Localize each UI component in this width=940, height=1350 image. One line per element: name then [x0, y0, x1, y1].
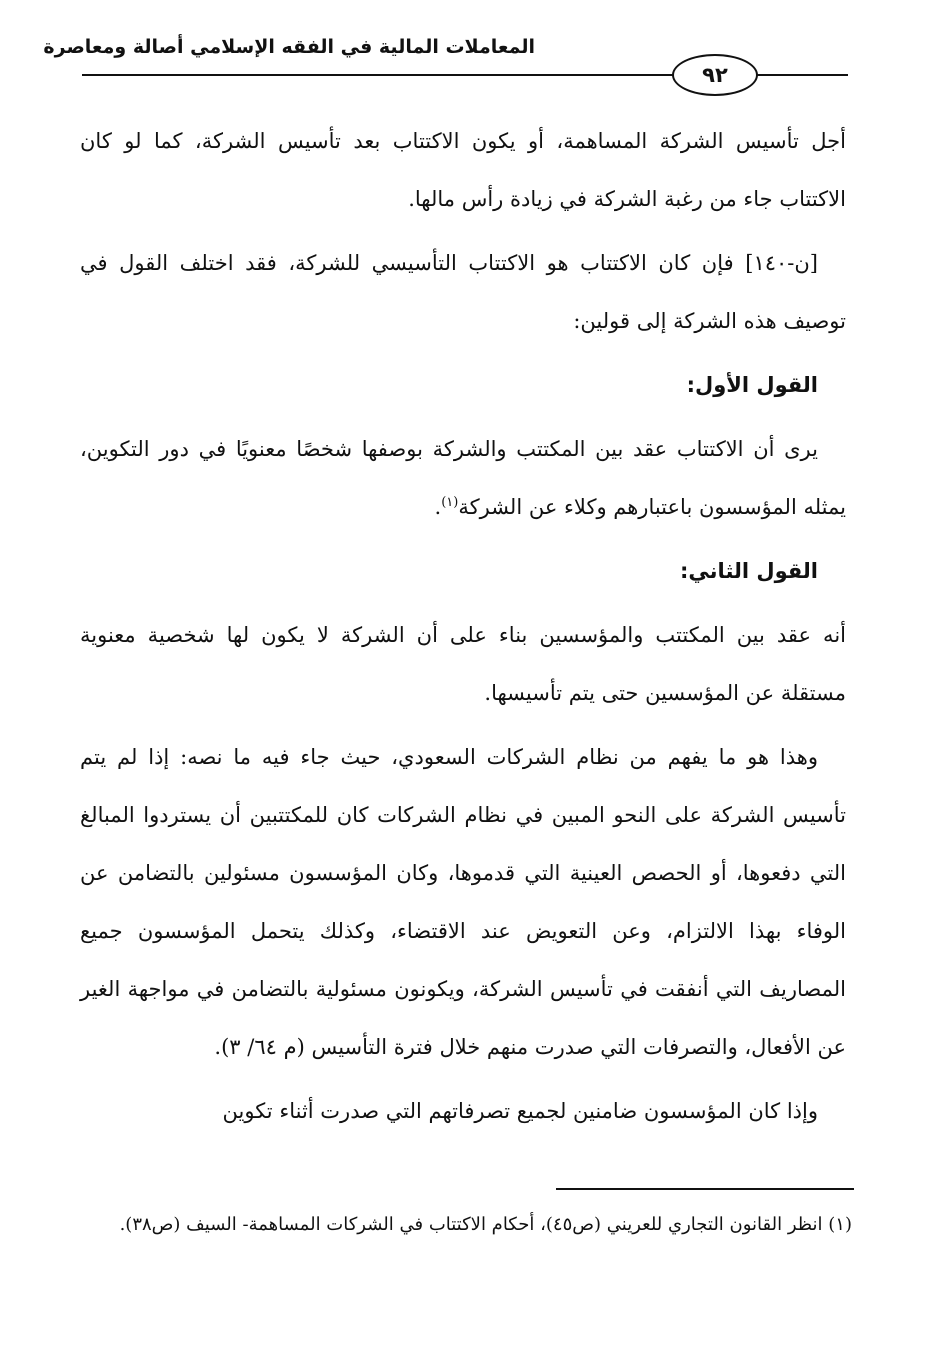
section-heading: القول الثاني: — [680, 559, 818, 583]
running-header-title: المعاملات المالية في الفقه الإسلامي أصالة ومعاصرة — [43, 36, 535, 58]
paragraph-end: . — [434, 495, 442, 519]
paragraph: [ن-١٤٠] فإن كان الاكتتاب هو الاكتتاب التأسيسي للشركة، فقد اختلف القول في توصيف هذه الشركة إلى قولين: — [80, 251, 846, 333]
section-heading: القول الأول: — [686, 373, 818, 397]
paragraph: وهذا هو ما يفهم من نظام الشركات السعودي، حيث جاء فيه ما نصه: إذا لم يتم تأسيس الشركة على النحو المبين في نظام الشركات كان للمكتتبين أن يستردوا المبالغ التي دفعوها، أو الحصص العينية التي قدموها، وكان المؤسسون مسئولين بالتضامن عن الوفاء بهذا الالتزام، وعن التعويض عند الاقتضاء، وكذلك يتحمل المؤسسون جميع المصاريف التي أنفقت في تأسيس الشركة، ويكونون مسئولية بالتضامن في مواجهة الغير عن الأفعال، والتصرفات التي صدرت منهم خلال فترة التأسيس (م ٦٤/ ٣). — [80, 745, 846, 1059]
footnote-separator — [556, 1188, 854, 1190]
paragraph — [80, 420, 846, 536]
paragraph-text: يرى أن الاكتتاب عقد بين المكتتب والشركة بوصفها شخصًا معنويًا في دور التكوين، يمثله المؤسسون باعتبارهم وكلاء عن الشركة — [80, 437, 846, 519]
paragraph: أنه عقد بين المكتتب والمؤسسين بناء على أن الشركة لا يكون لها شخصية معنوية مستقلة عن المؤسسين حتى يتم تأسيسها. — [80, 623, 846, 705]
paragraph: وإذا كان المؤسسون ضامنين لجميع تصرفاتهم التي صدرت أثناء تكوين — [222, 1099, 818, 1123]
footnotes — [80, 1205, 852, 1245]
footnote-reference[interactable]: (١) — [441, 495, 459, 510]
paragraph: أجل تأسيس الشركة المساهمة، أو يكون الاكتتاب بعد تأسيس الشركة، كما لو كان الاكتتاب جاء من رغبة الشركة في زيادة رأس مالها. — [80, 129, 846, 211]
body-text — [80, 112, 846, 1146]
footnote-item: (١) انظر القانون التجاري للعريني (ص٤٥)، أحكام الاكتتاب في الشركات المساهمة- السيف (ص٣٨). — [119, 1214, 852, 1235]
page-number-badge: ٩٢ — [672, 54, 758, 96]
